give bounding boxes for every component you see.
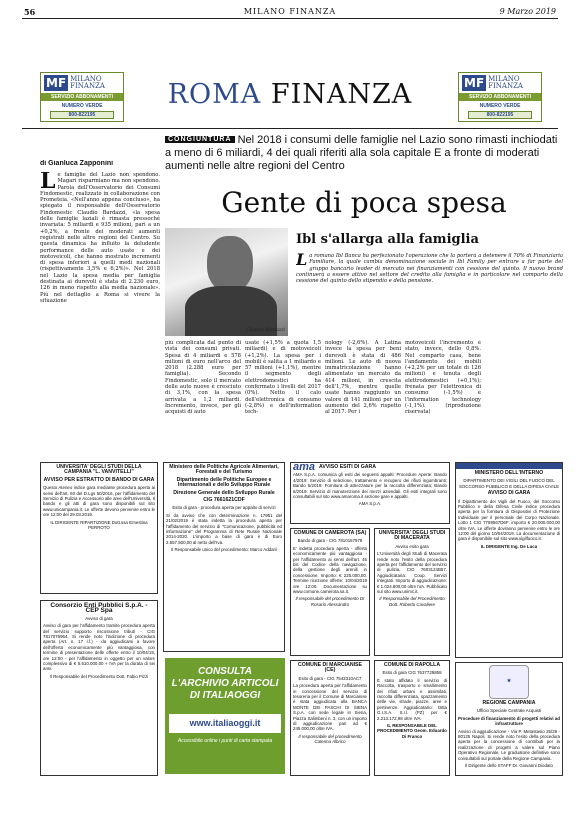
col1-text: e famiglie del Lazio non spendono. Magari risparmiano ma non spendono. Parola dell'Osservatorio dei Consumi Findomestic, realizzato in collaborazione con Prometeia. «Nell'anno appena concluso», ha spiegato il responsabile dell'Osservatorio Findomestic Claudio Bardazzi, «la spesa delle famiglie laziali è rimasta pressoché invariata: 5 miliardi e 935 milioni, pari a un +0,2%, a fronte dei moderati aumenti registrati nelle altre regioni del Centro. Su questa dinamica ha influito la deludente performance delle auto usate e dei motoveicoli, che hanno mostrato incrementi di spesa inferiori a quelli medi nazionali (rispettivamente 3,5% e 6,2%)». Nel 2018 nel Lazio la spesa media per famiglia destinata ai durevoli è stata di 2.230 euro, 126 in meno rispetto alla media nazionale». Più nel dettaglio a Roma si vivere la situazione [40,172,160,304]
subscription-logo-left [40,72,124,122]
ad-subtitle: Avviso di gara [85,615,113,621]
ad-signature: Il responsabile del procedimento Caterina Albrico [298,733,362,745]
subhead-text: Nel 2018 i consumi delle famiglie nel Lazio sono rimasti inchiodati a meno di 6 miliardi, 4 dei quali riferiti alla sola capitale E a fronte di moderati aumenti nelle altre regioni del Centro [165,134,558,172]
article-photo [165,228,288,336]
ad-signature: Il Responsabile del Procedimento Dott. Fabio Pizzi [49,673,149,679]
ad-body: È stato affidato il servizio di Raccolta, trasporto e smaltimento dei rifiuti urbani e assimilati, raccolta differenziata, spazzamento delle vie, strade, piazze, aree e pertinenze. Aggiudicatario: Ditta G.I.S.A. S.r.l. (PZ) per € 2.213.172,98 oltre IVA. [377,677,447,721]
promo-url-link[interactable]: www.italiaoggi.it [169,714,281,733]
logo-finanza: FINANZA [70,82,105,90]
photo-face [207,236,253,292]
section-roma: ROMA [167,79,262,110]
ad-comune-camerota [290,528,370,656]
ad-subtitle: AVVISO PER ESTRATTO DI BANDO DI GARA [43,476,155,483]
ad-comune-marcianise [290,660,370,776]
article-subhead [165,133,563,173]
sidebar-title: Ibl s'allarga alla famiglia [296,232,479,247]
article-column-2: più complicata dal punto di vista dei consumi privati. Spesa di 4 miliardi e 578 milioni di euro nell'arco del 2018 (2.288 euro per famiglia). Secondo Findomestic, solo il mercato delle auto nuove è cresciuto di 3,1%, con la spesa arrivata a 1,2 miliardi. Incremento, invece, per gli acquisti di auto [165,340,241,416]
issue-date: 9 Marzo 2019 [499,7,556,16]
ad-signature: Il Dirigente dello STAFF Dr. Giovanni Diodato [464,763,553,769]
ad-body: AMA S.p.A. comunica gli esiti dei seguenti appalti: Procedure Aperte: Bando 4/2019: Servizio di selezione, trattamento e recupero dei rifiuti ingombranti; Bando 5/2019: Fornitura di attrezzature per la raccolta differenziata; Bando 6/2019: Servizio di manutenzione dei mezzi aziendali. Gli esiti integrali sono consultabili sul sito www.amaroma.it sezione gare e appalti. [293,472,447,500]
ad-subtitle: Esito di gara - CIG 7543310AC7 [298,675,362,681]
ad-ama [290,462,450,524]
ad-title: COMUNE DI CAMEROTA (SA) [293,530,367,536]
ad-title: UNIVERSITA' DEGLI STUDI DI MACERATA [378,530,446,542]
ama-logo: ama [293,462,316,473]
mf-logo-mark: MF [464,76,485,90]
sidebar-body [296,253,563,284]
logo-finanza: FINANZA [488,82,523,90]
ad-color-stripe [456,463,562,469]
ad-title: COMUNE DI RAPOLLA [383,662,441,668]
ad-ministero-interno [455,462,563,658]
ad-regione-campania [455,662,563,776]
ad-body: Il Dipartimento dei Vigili del Fuoco, del Soccorso Pubblico e della Difesa Civile indice procedura aperta per la fornitura di Dispositivi di Protezione Individuale per il personale del Corpo Nazionale. Lotto 1 CIG 7789567D6F: importo € 20.000.000,00 oltre IVA. Le offerte dovranno pervenire entro le ore 12:00 del giorno 10/04/2019. La documentazione di gara è disponibile sul sito www.vigilfuoco.it. [458,498,560,542]
ad-subtitle: Esito di gara CIG 7637729858 [382,670,442,676]
article-kicker: CONGIUNTURA [165,136,235,143]
ad-unimc [374,528,450,656]
logo-phone: 800-822195 [50,111,114,119]
article-byline: di Gianluca Zapponini [40,160,114,167]
ad-signature: Il responsabile del procedimento Dr Rosario Alessandro [295,596,365,607]
ad-ministero-agricole [163,462,285,652]
ad-title: COMUNE DI MARCIANISE (CE) [298,662,362,674]
sidebar-dropcap: L [296,253,308,269]
ad-title: Consorzio Enti Pubblici S.p.A. - CEP Spa [50,602,148,615]
ad-cig: CIG 7661621CDF [203,497,245,504]
article-headline: Gente di poca spesa [221,187,507,219]
article-column-5: motoveicoli l'incremento è stato, invece, dello 0,8%. Nel comparto casa, bene l'andamento dei mobili (+2,2% per un totale di 126 milioni) e tenuta degli elettrodomestici (+0,1%); frenata per l'elettronica di consumo (-1,5%) e l'information technology (-1,1%). (riproduzione riservata) [405,340,481,416]
ad-signature: IL RESPONSABILE DEL PROCEDIMENTO Geom. Eduardo Di Franco [377,723,447,739]
ad-signature: Il Responsabile unico del procedimento: Marco Addarii [171,547,277,553]
ad-direction: Direzione Generale dello Sviluppo Rurale [173,489,275,496]
italiaoggi-promo [165,658,285,774]
ad-title: UNIVERSITA' DEGLI STUDI DELLA CAMPANIA "L. VANVITELLI" [56,464,142,476]
regione-emblem-icon: ★ [489,665,529,699]
article-column-4: nology (-2,6%). A Latina invece la spesa per beni durevoli è stata di 486 milioni. Le auto di nuova immatricolazione hanno alimentato un mercato da 414 milioni, in crescita dell'1,7%, mentre quelle usate hanno raggiunto un valore di 141 milioni per un aumento del 2,6% rispetto al 2017. Per i [325,340,401,416]
ad-title: AVVISO ESITI DI GARA [319,464,377,470]
page-number: 56 [24,7,36,17]
article-column-1 [40,172,160,458]
ad-body: Si da avviso che con determinazione n. 17951 del 21/02/2019 è stata indetta la procedura aperta per l'affidamento del servizio di "Comunicazione, pubblicità ed informazione" del Programma di Rete Rurale Nazionale 2014-2020. L'importo a base di gara è di Euro 2.657.500,00 al netto dell'Iva. [166,512,282,545]
ad-subtitle: Procedure di finanziamento di progetti relativi ad infrastrutture [458,715,560,727]
ad-body: E' indetta procedura aperta - offerta economicamente più vantaggiosa - per l'affidamento ai sensi dell'art. 45 bis del Codice della navigazione, della gestione degli arenili in concessione. Importo: € 225.000,00. Termine ricezione offerte: 10/04/2019 ore 12:00. Documentazione su www.comune.camerota.sa.it. [293,545,367,595]
ad-signature: IL DIRIGENTE RIPARTIZIONE Dott.ssa Ernestina PERROTO [50,519,148,531]
ad-title: MINISTERO DELL'INTERNO [474,470,544,476]
ad-unicampania [40,462,158,594]
mf-logo-mark: MF [46,76,67,90]
logo-numero-verde: NUMERO VERDE [61,103,103,109]
promo-tagline: Accessibile online i punti di carta stampata [177,738,273,745]
ad-subtitle: Avviso esito gara [395,543,429,549]
page-header [22,5,558,19]
ad-signature: Il Responsabile del Procedimento Dott. Roberto Cavaliere [379,596,445,607]
photo-caption: Claudio Bardazzi [246,328,285,334]
logo-band: SERVIZIO ABBONAMENTI [41,93,123,101]
sidebar-text: a romana Ibl Banca ha perfezionato l'operazione che la porterà a detenere il 70% di Finanziaria Familiare, la quale cambia denominazione sociale in Ibl Family per entrare a far parte del gruppo bancario leader di mercato nei finanziamenti con cessione del quinto. Il nuovo brand continuerà a essere attivo nel settore del credito alla famiglia e in particolare nel comparto della cessione del quinto dello stipendio e della pensione. [296,253,563,285]
logo-band: SERVIZIO ABBONAMENTI [459,93,541,101]
ad-body: L'Università degli Studi di Macerata rende noto l'esito della procedura aperta per l'affidamento del servizio di pulizia, CIG 7603124B57. Aggiudicataria: Coop. Servizi Integrati. Importo di aggiudicazione: € 1.024.800,00 oltre IVA. Pubblicato sul sito www.unimc.it. [377,551,447,595]
ad-body: Questo Ateneo indice gara mediante procedura aperta ai sensi dell'art. 60 del D.Lgs 50/2016, per l'affidamento del Servizio di Pulizia e Accessorio alle aree dell'Università. Il bando e gli atti di gara sono disponibili sul sito www.unicampania.it. Le offerte devono pervenire entro le ore 12:00 del 29.03.2019. [43,485,155,518]
ad-subtitle: Bando di gara - CIG 7810157978 [297,538,363,544]
ad-signature: AMA S.p.A. [358,501,382,507]
logo-milano: MILANO [488,75,520,83]
ad-dept: Ufficio Speciale Centrale Acquisti [476,708,542,714]
logo-numero-verde: NUMERO VERDE [479,103,521,109]
logo-phone: 800-822195 [468,111,532,119]
ad-body: Avviso di gara per l'affidamento tramite procedura aperta del servizio supporto riscossione tributi - CIG 7817076964. Si rende noto l'indizione di procedura aperta (Art. n. 17 l.f.) - da aggiudicarsi a favore dell'offerta economicamente più vantaggiosa, con termine di presentazione delle offerte entro il 10/04/19, ore 12:00 - per l'affidamento in oggetto per un valore complessivo di € 5.610.000,00 + IVA per la durata di sei anni. [43,623,155,672]
ad-consorzio-cep [40,600,158,776]
section-rule [22,128,558,129]
ad-body: Avviso di aggiudicazione - Via P. Metastasio 25/29 - 80125 Napoli. Si rende noto l'esito della procedura aperta per la concessione di contributi per la realizzazione di progetti a valere sul Piano Operativo Regionale. Le graduatorie definitive sono consultabili sul portale della Regione Campania. [458,728,560,761]
logo-milano: MILANO [70,75,102,83]
ad-subtitle: Esito di gara - procedura aperta per appalto di servizi [172,505,276,511]
article-column-3: usate (+1,5% a quota 1,5 miliardi) e di motoveicoli (+1,2%). La spesa per i mobili è salita a 1 miliardo e 57 milioni (+1,1%), mentre il segmento degli elettrodomestici ha confermato i livelli del 2017 (0%). Netto il calo dell'elettronica di consumo (-2,8%) e dell'information tech- [245,340,321,416]
ad-dept: DIPARTIMENTO DEI VIGILI DEL FUOCO DEL SOCCORSO PUBBLICO E DELLA DIFESA CIVILE [458,478,560,489]
ad-subtitle: AVVISO DI GARA [487,490,531,497]
ad-signature: IL DIRIGENTE Ing. De Luca [480,543,538,549]
ad-title: REGIONE CAMPANIA [482,700,536,706]
ad-title: Ministero delle Politiche Agricole Alimentari, Forestali e del Turismo [169,464,279,476]
section-finanza: FINANZA [270,79,413,110]
dropcap: L [40,172,56,194]
subscription-logo-right [458,72,542,122]
promo-headline: CONSULTA L'ARCHIVIO ARTICOLI DI ITALIAOGGI [171,666,279,701]
masthead: MILANO FINANZA [243,7,337,16]
section-title [120,78,460,112]
ad-comune-rapolla [374,660,450,776]
ad-body: La procedura aperta per l'affidamento in concessione del servizio di tesoreria per il Comune di Marcianise è stata aggiudicata alla BANCA MONTE DEI PASCHI DI SIENA S.p.A. con sede legale in Siena, Piazza Salimbeni n. 3, con un importo di aggiudicazione pari ad € 245.000,00 oltre IVA. [293,683,367,732]
ad-dept: Dipartimento delle Politiche Europee e Internazionali e dello Sviluppo Rurale [176,476,272,489]
